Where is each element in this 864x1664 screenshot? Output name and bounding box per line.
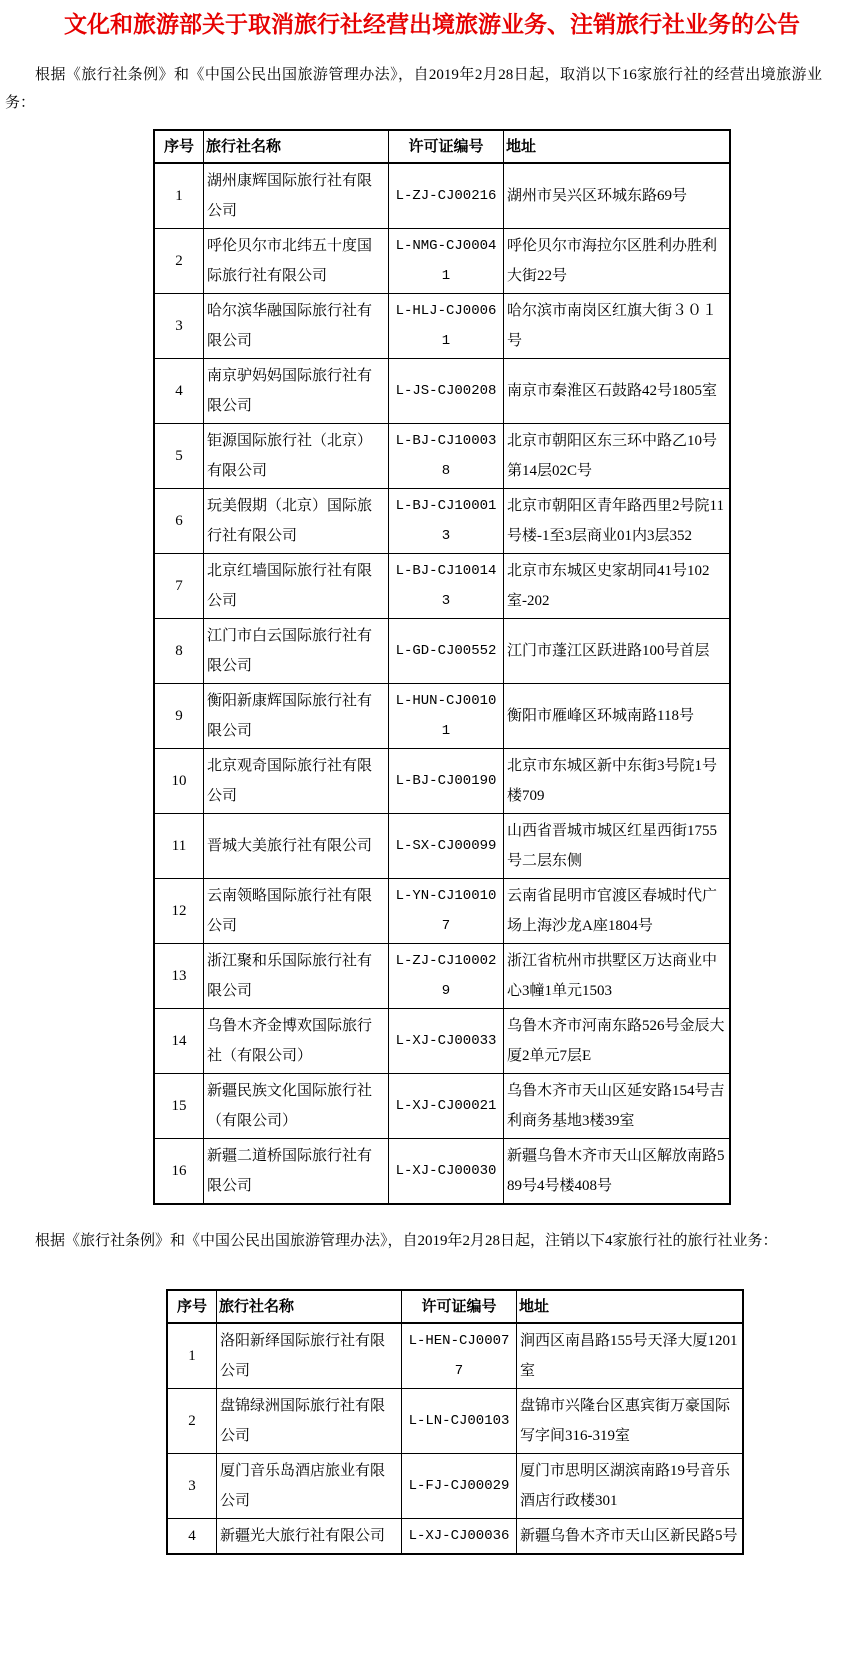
- cell-license-no: L-XJ-CJ00033: [389, 1009, 504, 1074]
- cell-agency-name: 衡阳新康辉国际旅行社有限公司: [204, 684, 389, 749]
- table-row: [154, 229, 730, 294]
- cell-index: 16: [154, 1139, 204, 1205]
- cell-agency-name: 钜源国际旅行社（北京）有限公司: [204, 424, 389, 489]
- cell-agency-name: 南京驴妈妈国际旅行社有限公司: [204, 359, 389, 424]
- table-row: [154, 814, 730, 879]
- cell-index: 6: [154, 489, 204, 554]
- cell-address: 乌鲁木齐市天山区延安路154号吉利商务基地3楼39室: [504, 1074, 731, 1139]
- table-row: [154, 1074, 730, 1139]
- table-row: [154, 1139, 730, 1205]
- table-row: [154, 163, 730, 229]
- cell-index: 2: [154, 229, 204, 294]
- column-header: 许可证编号: [402, 1290, 517, 1323]
- cell-address: 湖州市吴兴区环城东路69号: [504, 163, 731, 229]
- column-header: 地址: [517, 1290, 744, 1323]
- column-header: 旅行社名称: [217, 1290, 402, 1323]
- cell-license-no: L-GD-CJ00552: [389, 619, 504, 684]
- header-row: [154, 130, 730, 163]
- cell-index: 13: [154, 944, 204, 1009]
- cell-address: 衡阳市雁峰区环城南路118号: [504, 684, 731, 749]
- cell-address: 云南省昆明市官渡区春城时代广场上海沙龙A座1804号: [504, 879, 731, 944]
- cell-address: 呼伦贝尔市海拉尔区胜利办胜利大街22号: [504, 229, 731, 294]
- cell-license-no: L-HLJ-CJ00061: [389, 294, 504, 359]
- table-row: [154, 554, 730, 619]
- cell-index: 4: [167, 1519, 217, 1555]
- cancel-intro-paragraph: 根据《旅行社条例》和《中国公民出国旅游管理办法》，自2019年2月28日起，取消以下16家旅行社的经营出境旅游业务：: [5, 67, 822, 111]
- cell-agency-name: 新疆民族文化国际旅行社（有限公司）: [204, 1074, 389, 1139]
- table-row: [154, 619, 730, 684]
- cell-index: 10: [154, 749, 204, 814]
- cell-index: 3: [154, 294, 204, 359]
- cell-index: 1: [167, 1323, 217, 1389]
- cell-agency-name: 新疆二道桥国际旅行社有限公司: [204, 1139, 389, 1205]
- column-header: 旅行社名称: [204, 130, 389, 163]
- cell-agency-name: 呼伦贝尔市北纬五十度国际旅行社有限公司: [204, 229, 389, 294]
- cell-agency-name: 浙江聚和乐国际旅行社有限公司: [204, 944, 389, 1009]
- table-row: [154, 359, 730, 424]
- table-row: [167, 1519, 743, 1555]
- cell-license-no: L-HEN-CJ00077: [402, 1323, 517, 1389]
- table-row: [154, 944, 730, 1009]
- cell-agency-name: 晋城大美旅行社有限公司: [204, 814, 389, 879]
- cell-license-no: L-XJ-CJ00030: [389, 1139, 504, 1205]
- column-header: 序号: [154, 130, 204, 163]
- cell-address: 南京市秦淮区石鼓路42号1805室: [504, 359, 731, 424]
- cell-address: 江门市蓬江区跃进路100号首层: [504, 619, 731, 684]
- cell-index: 1: [154, 163, 204, 229]
- revoked-agencies-table: [166, 1289, 744, 1555]
- table-row: [167, 1389, 743, 1454]
- cell-index: 14: [154, 1009, 204, 1074]
- cell-license-no: L-SX-CJ00099: [389, 814, 504, 879]
- cell-address: 盘锦市兴隆台区惠宾街万豪国际写字间316-319室: [517, 1389, 744, 1454]
- page-title: 文化和旅游部关于取消旅行社经营出境旅游业务、注销旅行社业务的公告: [64, 11, 800, 37]
- cell-index: 9: [154, 684, 204, 749]
- cell-index: 5: [154, 424, 204, 489]
- cancelled-agencies-table: [153, 129, 731, 1205]
- cell-address: 新疆乌鲁木齐市天山区新民路5号: [517, 1519, 744, 1555]
- cell-index: 2: [167, 1389, 217, 1454]
- cell-agency-name: 江门市白云国际旅行社有限公司: [204, 619, 389, 684]
- table-row: [167, 1323, 743, 1389]
- cell-agency-name: 洛阳新绎国际旅行社有限公司: [217, 1323, 402, 1389]
- cell-license-no: L-XJ-CJ00021: [389, 1074, 504, 1139]
- column-header: 许可证编号: [389, 130, 504, 163]
- table-row: [154, 749, 730, 814]
- cell-address: 北京市朝阳区青年路西里2号院11号楼-1至3层商业01内3层352: [504, 489, 731, 554]
- cell-license-no: L-BJ-CJ100143: [389, 554, 504, 619]
- cell-license-no: L-XJ-CJ00036: [402, 1519, 517, 1555]
- cell-index: 4: [154, 359, 204, 424]
- cell-license-no: L-LN-CJ00103: [402, 1389, 517, 1454]
- header-row: [167, 1290, 743, 1323]
- cell-address: 新疆乌鲁木齐市天山区解放南路589号4号楼408号: [504, 1139, 731, 1205]
- cell-index: 3: [167, 1454, 217, 1519]
- revoke-intro-paragraph: 根据《旅行社条例》和《中国公民出国旅游管理办法》，自2019年2月28日起，注销以下4家旅行社的旅行社业务：: [35, 1233, 778, 1249]
- cell-agency-name: 盘锦绿洲国际旅行社有限公司: [217, 1389, 402, 1454]
- cell-license-no: L-ZJ-CJ00216: [389, 163, 504, 229]
- column-header: 序号: [167, 1290, 217, 1323]
- cell-agency-name: 湖州康辉国际旅行社有限公司: [204, 163, 389, 229]
- table-row: [167, 1454, 743, 1519]
- cell-index: 11: [154, 814, 204, 879]
- cell-license-no: L-FJ-CJ00029: [402, 1454, 517, 1519]
- cell-address: 山西省晋城市城区红星西街1755号二层东侧: [504, 814, 731, 879]
- column-header: 地址: [504, 130, 731, 163]
- cell-license-no: L-NMG-CJ00041: [389, 229, 504, 294]
- cell-license-no: L-JS-CJ00208: [389, 359, 504, 424]
- cell-license-no: L-BJ-CJ100038: [389, 424, 504, 489]
- table-row: [154, 879, 730, 944]
- cell-license-no: L-ZJ-CJ100029: [389, 944, 504, 1009]
- cell-address: 浙江省杭州市拱墅区万达商业中心3幢1单元1503: [504, 944, 731, 1009]
- cell-address: 厦门市思明区湖滨南路19号音乐酒店行政楼301: [517, 1454, 744, 1519]
- table-row: [154, 489, 730, 554]
- cell-index: 7: [154, 554, 204, 619]
- cell-agency-name: 新疆光大旅行社有限公司: [217, 1519, 402, 1555]
- cell-agency-name: 玩美假期（北京）国际旅行社有限公司: [204, 489, 389, 554]
- cell-agency-name: 云南领略国际旅行社有限公司: [204, 879, 389, 944]
- cell-license-no: L-YN-CJ100107: [389, 879, 504, 944]
- cell-address: 北京市东城区新中东街3号院1号楼709: [504, 749, 731, 814]
- cell-address: 北京市东城区史家胡同41号102室-202: [504, 554, 731, 619]
- cell-agency-name: 乌鲁木齐金博欢国际旅行社（有限公司）: [204, 1009, 389, 1074]
- cell-license-no: L-BJ-CJ00190: [389, 749, 504, 814]
- cell-agency-name: 厦门音乐岛酒店旅业有限公司: [217, 1454, 402, 1519]
- cell-agency-name: 北京观奇国际旅行社有限公司: [204, 749, 389, 814]
- cell-index: 15: [154, 1074, 204, 1139]
- table-row: [154, 1009, 730, 1074]
- cell-agency-name: 哈尔滨华融国际旅行社有限公司: [204, 294, 389, 359]
- cell-address: 乌鲁木齐市河南东路526号金辰大厦2单元7层E: [504, 1009, 731, 1074]
- table-row: [154, 424, 730, 489]
- cell-license-no: L-HUN-CJ00101: [389, 684, 504, 749]
- table-row: [154, 294, 730, 359]
- cell-address: 哈尔滨市南岗区红旗大街３０１号: [504, 294, 731, 359]
- cell-agency-name: 北京红墙国际旅行社有限公司: [204, 554, 389, 619]
- cell-index: 8: [154, 619, 204, 684]
- cell-license-no: L-BJ-CJ100013: [389, 489, 504, 554]
- cell-index: 12: [154, 879, 204, 944]
- cell-address: 北京市朝阳区东三环中路乙10号第14层02C号: [504, 424, 731, 489]
- table-row: [154, 684, 730, 749]
- cell-address: 涧西区南昌路155号天泽大厦1201室: [517, 1323, 744, 1389]
